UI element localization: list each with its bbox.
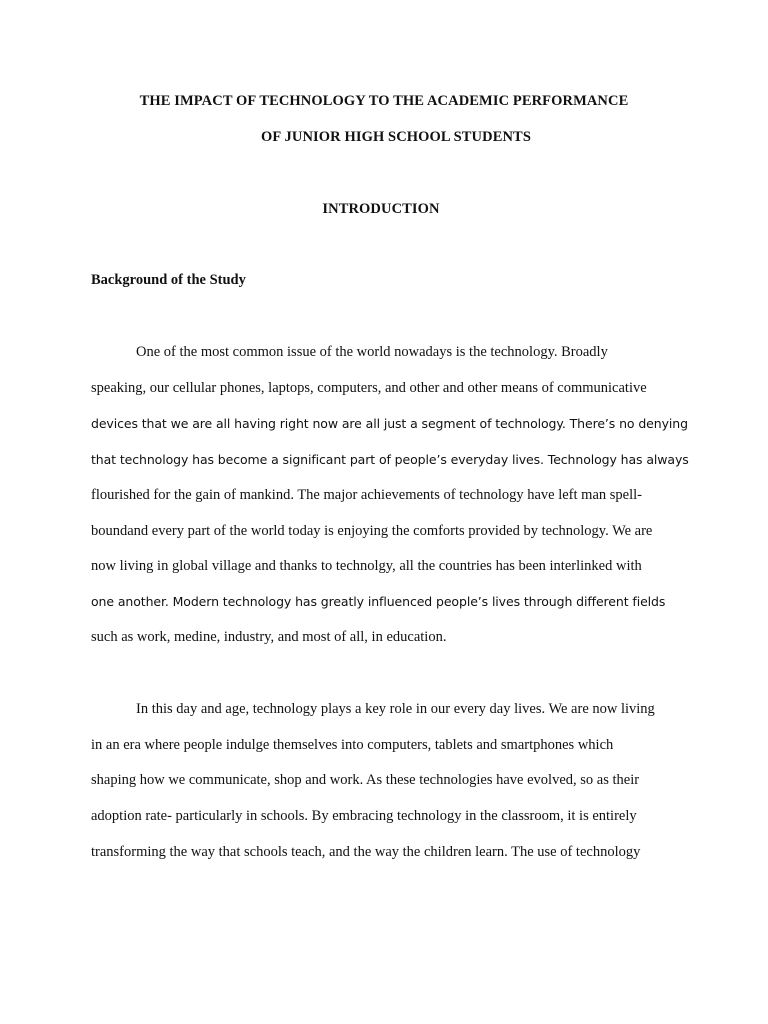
section-heading: Background of the Study — [91, 272, 246, 288]
paragraph-1-line: one another. Modern technology has greatly influenced people’s lives through different fields — [91, 594, 666, 609]
paragraph-1-line: flourished for the gain of mankind. The major achievements of technology have left man spell- — [91, 487, 642, 503]
document-title-line-1: THE IMPACT OF TECHNOLOGY TO THE ACADEMIC PERFORMANCE — [139, 93, 629, 109]
paragraph-2-line: in an era where people indulge themselves into computers, tablets and smartphones which — [91, 737, 614, 753]
paragraph-1-line: now living in global village and thanks to technolgy, all the countries has been interlinked with — [91, 558, 642, 574]
paragraph-1-line: devices that we are all having right now are all just a segment of technology. There’s no denying — [91, 416, 688, 431]
paragraph-1-line: One of the most common issue of the world nowadays is the technology. Broadly — [136, 344, 608, 360]
paragraph-2-line: In this day and age, technology plays a key role in our every day lives. We are now living — [136, 701, 655, 717]
paragraph-1-line: speaking, our cellular phones, laptops, computers, and other and other means of communicative — [91, 380, 647, 396]
chapter-heading: INTRODUCTION — [322, 201, 440, 217]
paragraph-1-line: that technology has become a significant part of people’s everyday lives. Technology has always — [91, 452, 689, 467]
document-title-line-2: OF JUNIOR HIGH SCHOOL STUDENTS — [261, 129, 531, 145]
paragraph-1-line: such as work, medine, industry, and most of all, in education. — [91, 629, 447, 645]
paragraph-2-line: transforming the way that schools teach, and the way the children learn. The use of technology — [91, 844, 641, 860]
paragraph-2-line: adoption rate- particularly in schools. By embracing technology in the classroom, it is entirely — [91, 808, 637, 824]
paragraph-2-line: shaping how we communicate, shop and work. As these technologies have evolved, so as their — [91, 772, 640, 788]
paragraph-1-line: boundand every part of the world today is enjoying the comforts provided by technology. We are — [91, 523, 653, 539]
